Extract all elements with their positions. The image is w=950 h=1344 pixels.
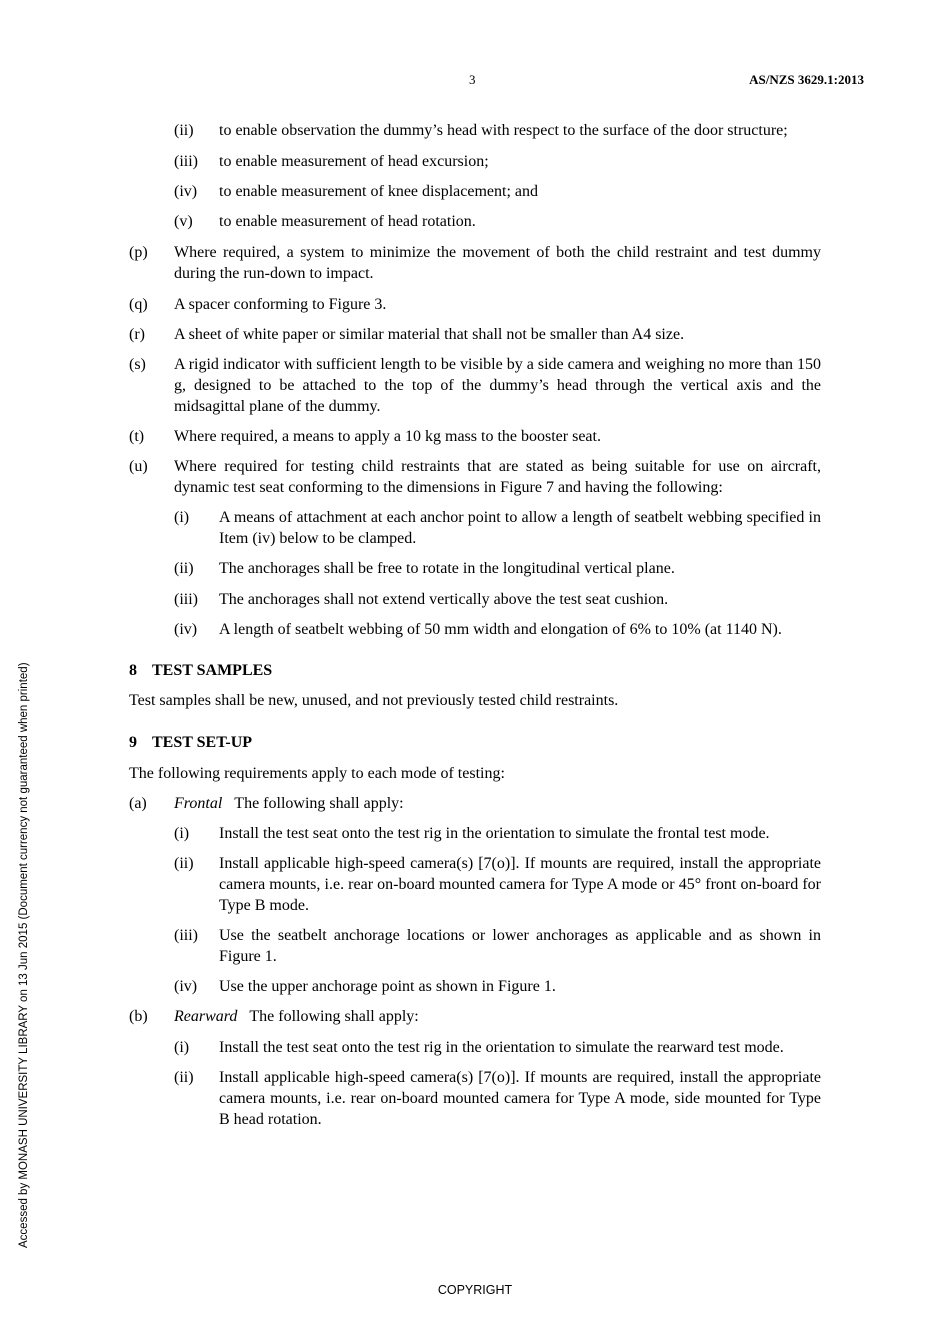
list-item: [174, 925, 821, 967]
item-text: to enable measurement of head excursion;: [219, 153, 489, 170]
item-label: (ii): [174, 122, 194, 139]
list-item: [129, 793, 821, 814]
item-label: (q): [129, 296, 148, 313]
list-item: [129, 294, 821, 315]
item-label: (i): [174, 825, 190, 842]
item-label: (u): [129, 458, 148, 475]
item-text: Install the test seat onto the test rig in the orientation to simulate the rearward test mode.: [219, 1039, 784, 1056]
item-label: (iii): [174, 153, 198, 170]
list-item: [174, 976, 821, 997]
list-item: [129, 354, 821, 417]
mode-lead: The following shall apply:: [234, 795, 404, 812]
item-label: (iv): [174, 183, 198, 200]
section-heading: [129, 732, 821, 753]
section-title: TEST SAMPLES: [152, 662, 273, 679]
item-label: (ii): [174, 560, 194, 577]
item-text: Where required, a means to apply a 10 kg mass to the booster seat.: [174, 428, 601, 445]
list-item: [129, 242, 821, 284]
item-text: Use the upper anchorage point as shown in Figure 1.: [219, 978, 556, 995]
list-item: [129, 426, 821, 447]
item-label: (iii): [174, 591, 198, 608]
list-item: [129, 324, 821, 345]
list-item: [174, 181, 821, 202]
item-text: [174, 1006, 821, 1027]
list-item: [174, 589, 821, 610]
item-label: (iv): [174, 978, 198, 995]
paragraph: The following requirements apply to each mode of testing:: [129, 765, 505, 782]
section-title: TEST SET-UP: [152, 734, 253, 751]
section-number: 9: [129, 734, 137, 751]
item-label: (v): [174, 213, 193, 230]
item-text: A rigid indicator with sufficient length to be visible by a side camera and weighing no more than 150 g, designed to be attached to the top of the dummy’s head through the vertical axis and the midsagittal plane of the dummy.: [174, 356, 821, 415]
item-text: The anchorages shall not extend vertically above the test seat cushion.: [219, 591, 669, 608]
list-item: [174, 619, 821, 640]
item-text: Where required, a system to minimize the movement of both the child restraint and test dummy during the run-down to impact.: [174, 244, 821, 282]
item-text: Where required for testing child restraints that are stated as being suitable for use on aircraft, dynamic test seat conforming to the dimensions in Figure 7 and having the following:: [174, 458, 821, 496]
item-text: [174, 793, 821, 814]
item-label: (iii): [174, 927, 198, 944]
mode-lead: The following shall apply:: [249, 1008, 419, 1025]
list-item: [174, 120, 821, 141]
paragraph: Test samples shall be new, unused, and not previously tested child restraints.: [129, 692, 619, 709]
item-label: (ii): [174, 1069, 194, 1086]
list-item: [174, 151, 821, 172]
item-label: (p): [129, 244, 148, 261]
item-text: Use the seatbelt anchorage locations or lower anchorages as applicable and as shown in Figure 1.: [219, 927, 821, 965]
item-label: (t): [129, 428, 145, 445]
list-item: [174, 558, 821, 579]
item-text: A length of seatbelt webbing of 50 mm width and elongation of 6% to 10% (at 1140 N).: [219, 621, 782, 638]
list-item: [174, 823, 821, 844]
item-text: Install applicable high-speed camera(s) [7(o)]. If mounts are required, install the appropriate camera mounts, i.e. rear on-board mounted camera for Type A mode, side mounted for Type B head rotation.: [219, 1069, 821, 1128]
item-label: (a): [129, 795, 147, 812]
list-item: [174, 211, 821, 232]
item-label: (s): [129, 356, 146, 373]
document-id: AS/NZS 3629.1:2013: [749, 72, 864, 87]
item-text: A sheet of white paper or similar material that shall not be smaller than A4 size.: [174, 326, 685, 343]
list-item: [174, 1037, 821, 1058]
item-text: to enable observation the dummy’s head with respect to the surface of the door structure;: [219, 122, 788, 139]
item-label: (b): [129, 1008, 148, 1025]
mode-name: Rearward: [174, 1008, 238, 1025]
item-text: to enable measurement of knee displacement; and: [219, 183, 538, 200]
item-text: Install applicable high-speed camera(s) [7(o)]. If mounts are required, install the appropriate camera mounts, i.e. rear on-board mounted camera for Type A mode or 45° front on-board for Type B mode.: [219, 855, 821, 914]
item-text: A means of attachment at each anchor point to allow a length of seatbelt webbing specified in Item (iv) below to be clamped.: [219, 509, 821, 547]
item-text: Install the test seat onto the test rig in the orientation to simulate the frontal test mode.: [219, 825, 770, 842]
page-number: 3: [469, 72, 476, 87]
list-item: [129, 1006, 821, 1027]
list-item: [174, 1067, 821, 1130]
list-item: [129, 456, 821, 498]
page-body: [129, 120, 821, 1130]
item-label: (i): [174, 509, 190, 526]
section-number: 8: [129, 662, 137, 679]
item-label: (i): [174, 1039, 190, 1056]
list-item: [174, 853, 821, 916]
item-text: to enable measurement of head rotation.: [219, 213, 476, 230]
item-text: A spacer conforming to Figure 3.: [174, 296, 387, 313]
section-heading: [129, 660, 821, 681]
list-item: [174, 507, 821, 549]
item-label: (r): [129, 326, 145, 343]
item-label: (ii): [174, 855, 194, 872]
copyright-footer: COPYRIGHT: [437, 1283, 513, 1297]
access-notice: Accessed by MONASH UNIVERSITY LIBRARY on 13 Jun 2015 (Document currency not guaranteed when printed): [18, 662, 30, 1248]
item-text: The anchorages shall be free to rotate in the longitudinal vertical plane.: [219, 560, 675, 577]
mode-name: Frontal: [174, 795, 223, 812]
item-label: (iv): [174, 621, 198, 638]
